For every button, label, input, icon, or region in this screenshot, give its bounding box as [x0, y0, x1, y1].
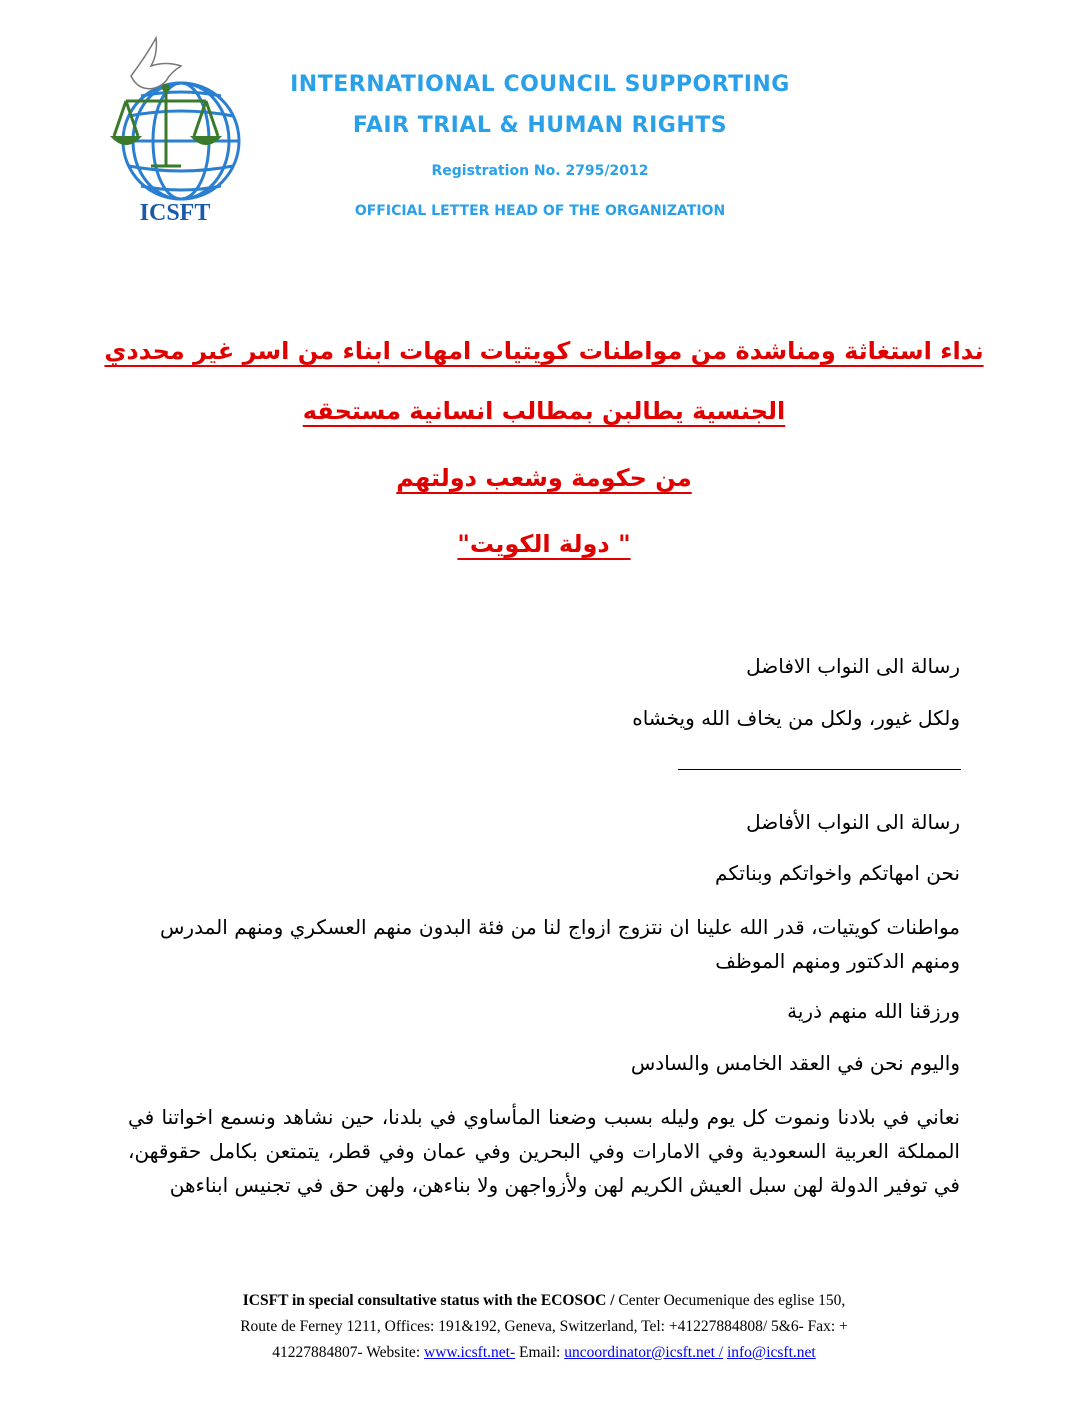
email-label: Email:: [515, 1344, 565, 1361]
body-paragraph-4: نحن امهاتكم واخواتكم وبناتكم: [715, 861, 960, 885]
divider: [678, 769, 961, 770]
body-paragraph-5: مواطنات كويتيات، قدر الله علينا ان نتزوج ازواج لنا من فئة البدون منهم العسكري ومنهم المدرس ومنهم الدكتور ومنهم الموظف: [160, 915, 960, 973]
title-line1: نداء استغاثة ومناشدة من مواطنات كويتيات امهات ابناء من اسر غير محددي: [104, 337, 984, 365]
registration-number: Registration No. 2795/2012: [431, 163, 649, 179]
org-name-line1: INTERNATIONAL COUNCIL SUPPORTING: [290, 72, 790, 97]
title-line4: " دولة الكويت": [457, 530, 631, 558]
title-line2: الجنسية يطالبن بمطالب انسانية مستحقه: [302, 397, 786, 425]
body-paragraph-1: رسالة الى النواب الافاضل: [746, 654, 960, 678]
footer-address-2: Route de Ferney 1211, Offices: 191&192, Geneva, Switzerland, Tel: +41227884808/ 5&6- Fax: +: [240, 1318, 848, 1335]
footer-address-1: Center Oecumenique des eglise 150,: [614, 1292, 846, 1309]
body-paragraph-3: رسالة الى النواب الأفاضل: [746, 810, 960, 834]
footer: [140, 1288, 948, 1366]
footer-fax: 41227884807- Website:: [272, 1344, 424, 1361]
title-line3: من حكومة وشعب دولتهم: [396, 464, 692, 492]
email-link-uncoordinator[interactable]: uncoordinator@icsft.net /: [564, 1344, 724, 1361]
footer-bold: ICSFT in special consultative status with the ECOSOC /: [242, 1292, 615, 1309]
body-paragraph-2: ولكل غيور، ولكل من يخاف الله ويخشاه: [632, 706, 960, 730]
body-paragraph-7: واليوم نحن في العقد الخامس والسادس: [630, 1051, 960, 1075]
body-paragraph-8: نعاني في بلادنا ونموت كل يوم وليله بسبب وضعنا المأساوي في بلدنا، حين نشاهد ونسمع اخواتنا في المملكة العربية السعودية وفي الامارات وفي البحرين وفي عمان وفي قطر، يتمتعن بكامل حقوقهن، في توفير الدولة لهن سبل العيش الكريم لهن ولأزواجهن ولا بناءهن، ولهن حق في تجنيس ابناءهن: [128, 1105, 960, 1197]
official-letterhead-label: OFFICIAL LETTER HEAD OF THE ORGANIZATION: [354, 203, 726, 219]
logo-text: ICSFT: [139, 200, 211, 226]
org-name-line2: FAIR TRIAL & HUMAN RIGHTS: [352, 113, 728, 138]
website-link[interactable]: www.icsft.net-: [424, 1344, 516, 1361]
email-link-info[interactable]: info@icsft.net: [726, 1344, 816, 1361]
body-paragraph-6: ورزقنا الله منهم ذرية: [787, 999, 960, 1023]
